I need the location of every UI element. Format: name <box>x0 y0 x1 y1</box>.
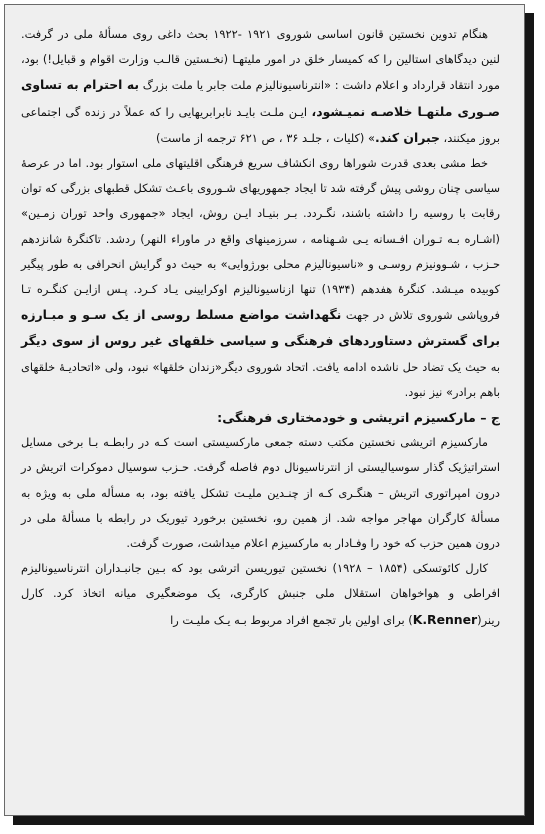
book-page <box>4 4 525 816</box>
paragraph-2: خط مشی بعدی قدرت شوراها روی انکشاف سریع فرهنگی اقلیتهای ملی استوار بود. اما در عرصهٔ سیاسی چنان روشی پیش گرفته شد تا ایجاد جمهوریهای شـوروی باعـث تشکل قطبهای بزرگی که توان رقابت با روسیه را داشته باشند، نگـردد. بـر بنیـاد ایـن روش، ایجاد «جمهوری واحد توران زمـین» (اشـاره بـه تـوران افـسانه یـی شـهنامه ، سرزمینهای واقع در ماوراء النهر) ردشد. تاکنگرهٔ شانزدهم حـزب ، شـوونیزم روسـی و «ناسیونالیزم محلی بورژوایی» به حیث دو گرایش انحرافی به طور پیگیر کوبیده میـشد. کنگرهٔ هفدهم (۱۹۳۴) تنها ازناسیونالیزم اوکرایینی یـاد کـرد. پـس ازایـن کنگـره تـا فروپاشی شوروی تلاش در جهت نگهداشت مواضع مسلط روسی از یک سـو و مبـارزه برای گسترش دستاوردهای فرهنگی و سیاسی خلقهای غیر روس از سوی دیگر به حیث یک تضاد حل ناشده ادامه یافت. اتحاد شوروی دیگر«زندان خلقها» نبود، ولی «اتحادیـهٔ خلقهای باهم برادر» نیز نبود. <box>21 156 500 399</box>
section-heading: ج – مارکسیزم اتریشی و خودمختاری فرهنگی: <box>217 410 500 426</box>
page-text <box>5 5 524 633</box>
paragraph-3: مارکسیزم اتریشی نخستین مکتب دسته جمعی مارکسیستی است کـه در رابطـه بـا برخی مسایل استراتیژیک گذار سوسیالیستی از انترناسیونال دوم فاصله گرفت. حـزب سوسیال دموکرات اتریش در درون امپراتوری اتریش – هنگـری کـه از چنـدین ملیـت تشکل یافته بود، به مسأله ملی به ویژه به مسألهٔ کارگران مهاجر مواجه شد. از همین رو، نخستین برخورد تیوریک در رابطه با مسألهٔ ملی در درون همین حزب که خود را وفـادار به مارکسیزم اعلام میداشت، صورت گرفت. <box>21 435 500 551</box>
paragraph-1: هنگام تدوین نخستین قانون اساسی شوروی ۱۹۲۱ -۱۹۲۲ بحث داغی روی مسألهٔ ملی در گرفت. لنین دیدگاهای استالین را که کمیسار خلق در امور ملیتهـا (نخـستین قالـب وزارت اقوام و قبایل!) بود، مورد انتقاد قرارداد و اعلام داشت : «انترناسیونالیزم ملت جابر یا ملت بزرگ به احترام به تساوی صـوری ملتهـا خلاصـه نمیـشود، ایـن ملـت بایـد نابرابریهایی را که عملاً در زنده گی اجتماعی بروز میکنند، جبران کند.» (کلیات ، جلـد ۳۶ ، ص ۶۲۱ ترجمه از ماست) <box>21 27 500 145</box>
paragraph-4: کارل کائوتسکی (۱۸۵۴ – ۱۹۲۸) نخستین تیوریسن اترشی بود که بـین جانبـداران انترناسیونالیزم افراطی و هواخواهان استقلال ملی جنبش کارگری، یک موضعگیری میانه اتخاذ کرد. کارل رینر(K.Renner) برای اولین بار تجمع افراد مربوط بـه یـک ملیـت را <box>21 561 500 627</box>
